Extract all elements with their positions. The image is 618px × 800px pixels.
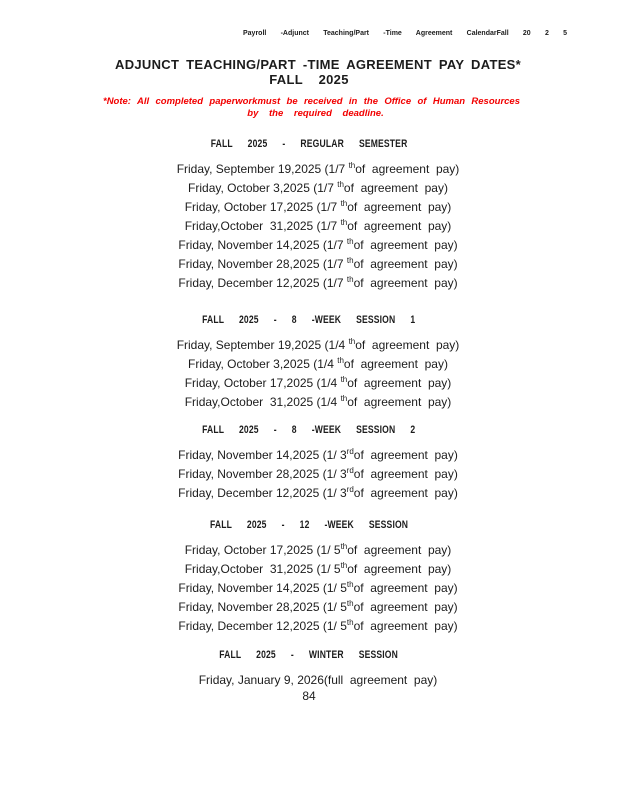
pay-date-text: of agreement pay)	[347, 219, 452, 233]
document-title: ADJUNCT TEACHING/PART -TIME AGREEMENT PAY DATES*	[115, 57, 521, 72]
pay-date-line	[9, 541, 618, 560]
pay-date-line	[9, 355, 618, 374]
section-header-label: FALL 2025 - REGULAR SEMESTER	[210, 138, 408, 150]
pay-date-line	[9, 617, 618, 636]
ordinal-superscript: th	[348, 337, 356, 346]
hr-note-line-1: *Note: All completed paperworkmust be received in the Office of Human Resources	[103, 96, 520, 107]
pay-date-text: Friday,October 31,2025 (1/ 5	[184, 562, 341, 576]
ordinal-superscript: th	[346, 275, 354, 284]
pay-date-line	[9, 484, 618, 503]
pay-date-text: of agreement pay)	[353, 619, 458, 633]
pay-date-text: Friday,October 31,2025 (1/7	[184, 219, 341, 233]
ordinal-superscript: th	[346, 618, 354, 627]
pay-date-text: of agreement pay)	[347, 200, 452, 214]
pay-date-text: of agreement pay)	[343, 181, 448, 195]
pay-date-text: Friday, November 28,2025 (1/ 5	[178, 600, 347, 614]
pay-date-line	[9, 374, 618, 393]
running-header: Payroll -Adjunct Teaching/Part -Time Agreement CalendarFall 20 2 5	[243, 30, 567, 37]
pay-date-line	[9, 336, 618, 355]
section-8-week-session-1	[0, 312, 618, 412]
pay-date-line	[9, 465, 618, 484]
pay-date-line	[9, 179, 618, 198]
pay-date-line	[9, 236, 618, 255]
pay-date-line	[9, 160, 618, 179]
section-header-label: FALL 2025 - 8 -WEEK SESSION 1	[202, 314, 416, 326]
section-header-label: FALL 2025 - 8 -WEEK SESSION 2	[202, 424, 416, 436]
section-8-week-session-2	[0, 422, 618, 503]
ordinal-superscript: th	[346, 256, 354, 265]
section-header	[0, 422, 618, 446]
section-header	[0, 312, 618, 336]
section-12-week-session	[0, 517, 618, 636]
pay-date-text: of agreement pay)	[353, 467, 458, 481]
pay-date-line	[9, 393, 618, 412]
ordinal-superscript: rd	[346, 485, 354, 494]
pay-date-text: Friday, October 17,2025 (1/7	[184, 200, 341, 214]
pay-date-text: Friday, November 28,2025 (1/ 3	[178, 467, 347, 481]
pay-date-text: Friday, October 17,2025 (1/ 5	[184, 543, 341, 557]
pay-date-line	[9, 560, 618, 579]
ordinal-superscript: rd	[346, 447, 354, 456]
section-header-label: FALL 2025 - WINTER SESSION	[219, 649, 399, 661]
pay-date-text: of agreement pay)	[353, 581, 458, 595]
page-number: 84	[302, 689, 316, 703]
pay-date-text: Friday, December 12,2025 (1/ 5	[178, 619, 347, 633]
pay-date-line	[9, 274, 618, 293]
ordinal-superscript: th	[340, 394, 348, 403]
pay-date-text: of agreement pay)	[353, 600, 458, 614]
ordinal-superscript: th	[337, 356, 344, 365]
ordinal-superscript: th	[346, 599, 354, 608]
pay-date-text: of agreement pay)	[355, 162, 460, 176]
pay-date-text: Friday, December 12,2025 (1/ 3	[178, 486, 347, 500]
pay-date-line	[9, 598, 618, 617]
pay-date-text: Friday, December 12,2025 (1/7	[178, 276, 347, 290]
pay-date-text: of agreement pay)	[347, 395, 452, 409]
pay-date-text: of agreement pay)	[343, 357, 448, 371]
ordinal-superscript: th	[340, 375, 348, 384]
pay-date-text: Friday, September 19,2025 (1/4	[176, 338, 349, 352]
pay-date-text: Friday, September 19,2025 (1/7	[176, 162, 349, 176]
section-header	[0, 136, 618, 160]
pay-date-text: Friday, November 14,2025 (1/ 3	[178, 448, 347, 462]
pay-date-text: Friday, October 3,2025 (1/4	[188, 357, 338, 371]
pay-date-line	[9, 217, 618, 236]
pay-date-text: Friday, November 14,2025 (1/ 5	[178, 581, 347, 595]
pay-date-text: Friday, October 3,2025 (1/7	[188, 181, 338, 195]
section-header	[0, 647, 618, 671]
section-header-label: FALL 2025 - 12 -WEEK SESSION	[209, 519, 409, 531]
section-regular-semester	[0, 136, 618, 293]
pay-date-text: of agreement pay)	[347, 376, 452, 390]
pay-date-text: of agreement pay)	[347, 543, 452, 557]
ordinal-superscript: th	[346, 237, 354, 246]
ordinal-superscript: th	[348, 161, 356, 170]
pay-date-text: of agreement pay)	[353, 448, 458, 462]
pay-date-text: of agreement pay)	[355, 338, 460, 352]
pay-date-line	[9, 446, 618, 465]
pay-date-text: of agreement pay)	[353, 238, 458, 252]
pay-date-text: of agreement pay)	[353, 257, 458, 271]
pay-date-text: Friday,October 31,2025 (1/4	[184, 395, 341, 409]
hr-note-line-2: by the required deadline.	[247, 108, 384, 119]
pay-date-line	[9, 579, 618, 598]
ordinal-superscript: th	[346, 580, 354, 589]
ordinal-superscript: th	[340, 218, 348, 227]
ordinal-superscript: th	[337, 180, 344, 189]
pay-date-line	[9, 198, 618, 217]
pay-date-text: Friday, January 9, 2026(full agreement pay)	[198, 673, 438, 687]
ordinal-superscript: th	[340, 561, 348, 570]
ordinal-superscript: th	[340, 199, 348, 208]
ordinal-superscript: rd	[346, 466, 354, 475]
pay-date-text: Friday, October 17,2025 (1/4	[184, 376, 341, 390]
pay-date-line	[9, 671, 618, 690]
section-winter-session	[0, 647, 618, 690]
section-header	[0, 517, 618, 541]
pay-date-text: of agreement pay)	[347, 562, 452, 576]
pay-date-text: Friday, November 14,2025 (1/7	[178, 238, 347, 252]
document-subtitle: FALL 2025	[269, 72, 349, 87]
pay-date-text: of agreement pay)	[353, 486, 458, 500]
pay-date-text: Friday, November 28,2025 (1/7	[178, 257, 347, 271]
ordinal-superscript: th	[340, 542, 348, 551]
pay-date-text: of agreement pay)	[353, 276, 458, 290]
pay-date-line	[9, 255, 618, 274]
